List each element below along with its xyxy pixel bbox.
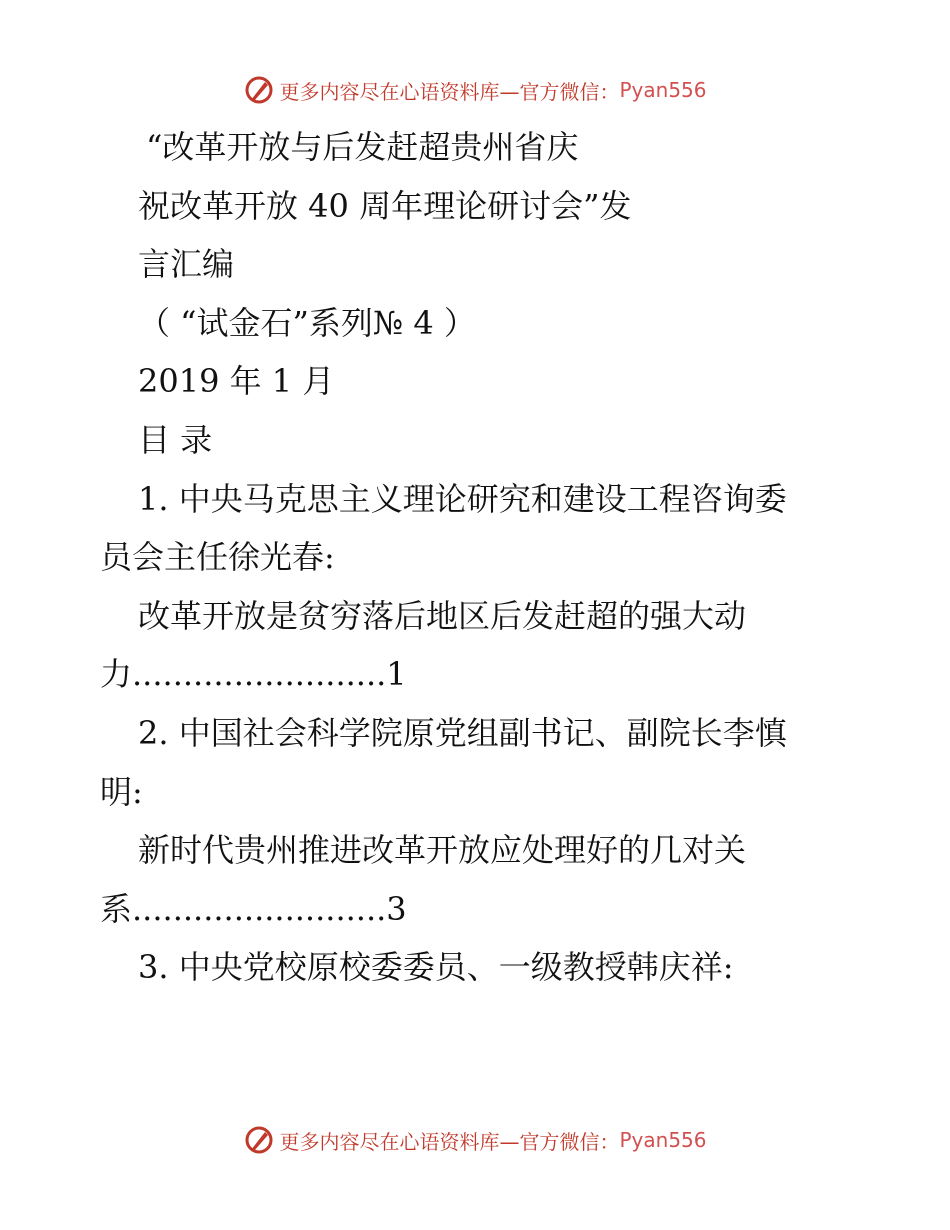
watermark-text: 更多内容尽在心语资料库—官方微信： bbox=[279, 1129, 620, 1154]
toc-item-1-topic-page: 力.........................1 bbox=[100, 655, 407, 694]
doc-title-line-3: 言汇编 bbox=[138, 245, 235, 284]
toc-item-1-speaker-cont: 员会主任徐光春: bbox=[100, 538, 335, 577]
watermark-text: 更多内容尽在心语资料库—官方微信： bbox=[279, 79, 620, 104]
toc-item-2-topic-page: 系.........................3 bbox=[100, 889, 407, 928]
toc-item-2-topic: 新时代贵州推进改革开放应处理好的几对关 bbox=[138, 831, 747, 870]
watermark-bottom bbox=[0, 1120, 950, 1160]
quill-logo-icon bbox=[243, 1124, 275, 1156]
toc-item-2-speaker-cont: 明: bbox=[100, 772, 143, 811]
doc-date: 2019 年 1 月 bbox=[138, 362, 335, 401]
doc-title-line-2: 祝改革开放 40 周年理论研讨会”发 bbox=[138, 186, 632, 225]
document-body bbox=[100, 118, 860, 997]
watermark-id: Pyan556 bbox=[619, 78, 707, 102]
quill-logo-icon bbox=[243, 74, 275, 106]
toc-item-3-speaker: 3. 中央党校原校委委员、一级教授韩庆祥: bbox=[138, 948, 734, 987]
toc-heading: 目 录 bbox=[138, 420, 213, 459]
watermark-top bbox=[0, 70, 950, 110]
doc-title-line-1: “改革开放与后发赶超贵州省庆 bbox=[146, 128, 579, 166]
toc-item-1-speaker: 1. 中央马克思主义理论研究和建设工程咨询委 bbox=[138, 479, 787, 518]
series-label: （ “试金石”系列№ 4 ） bbox=[138, 303, 476, 342]
watermark-id: Pyan556 bbox=[619, 1128, 707, 1152]
toc-item-1-topic: 改革开放是贫穷落后地区后发赶超的强大动 bbox=[138, 596, 747, 635]
toc-item-2-speaker: 2. 中国社会科学院原党组副书记、副院长李慎 bbox=[138, 713, 787, 752]
